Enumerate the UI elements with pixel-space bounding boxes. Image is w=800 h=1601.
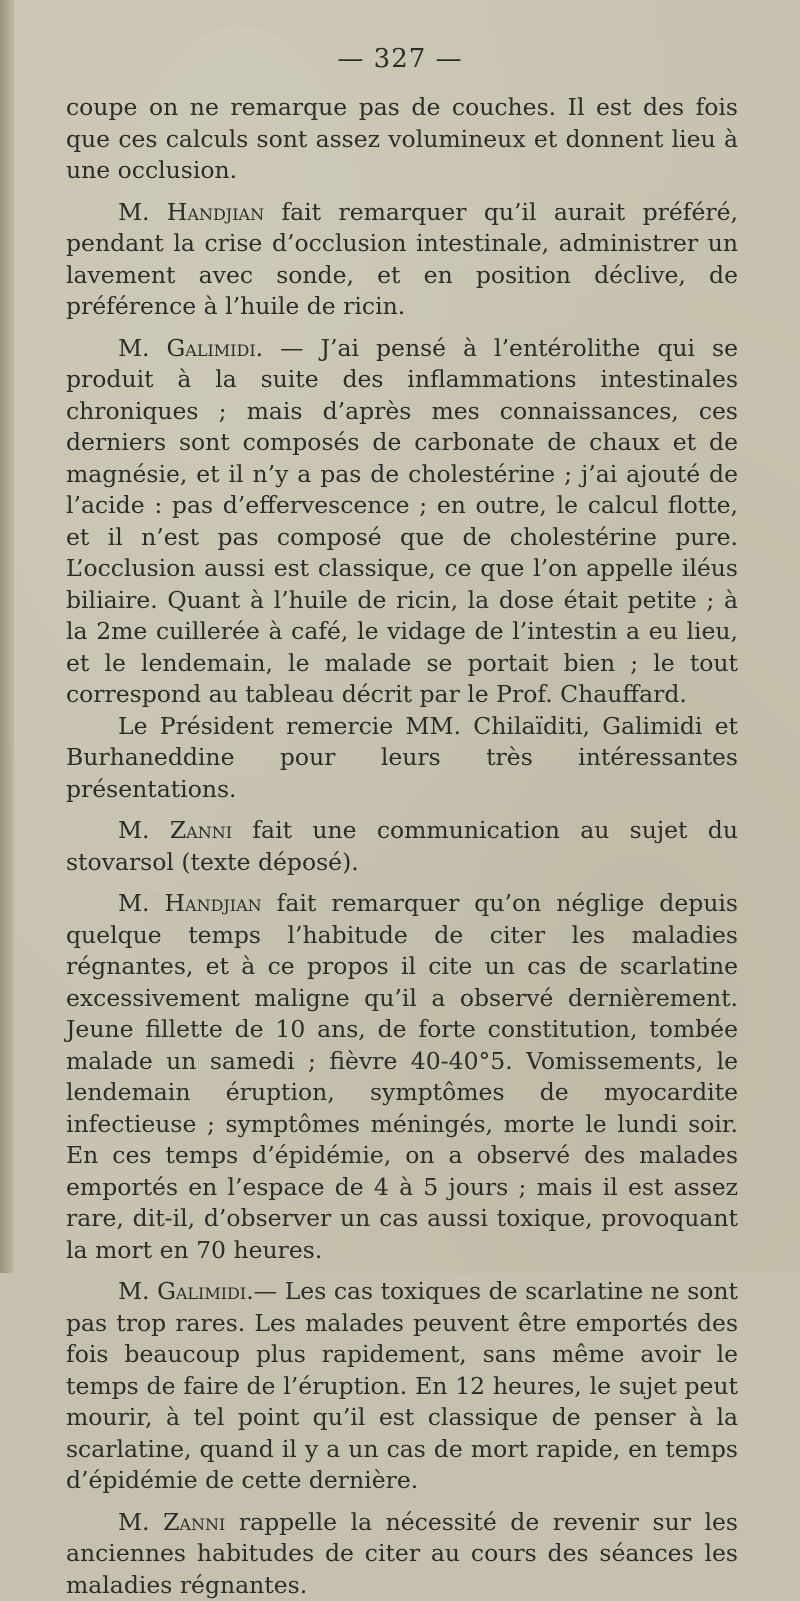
- body-text: [66, 92, 738, 1601]
- speaker-name: M. Galimidi.: [118, 334, 263, 362]
- speaker-name: M. Handjian: [118, 198, 264, 226]
- paragraph-continuation: [66, 92, 738, 187]
- paragraph-handjian-remark: [66, 197, 738, 323]
- paragraph-galimidi-reply: [66, 333, 738, 711]
- paragraph-text: rappelle la nécessité de revenir sur les anciennes habitudes de citer au cours des séances les maladies régnantes.: [66, 1508, 738, 1599]
- speaker-name: M. Zanni: [118, 1508, 225, 1536]
- paragraph-zanni-communication: [66, 815, 738, 878]
- paragraph-zanni-reminder: [66, 1507, 738, 1601]
- speaker-name: M. Handjian: [118, 889, 262, 917]
- speaker-name: M. Galimidi.: [118, 1277, 254, 1305]
- paragraph-text: — Les cas toxiques de scarlatine ne sont pas trop rares. Les malades peuvent être emportés des fois beaucoup plus rapidement, sans même avoir le temps de faire de l’éruption. En 12 heures, le sujet peut mourir, à tel point qu’il est classique de penser à la scarlatine, quand il y a un cas de mort rapide, en temps d’épidémie de cette dernière.: [66, 1277, 738, 1494]
- paragraph-text: Le Président remercie MM. Chilaïditi, Galimidi et Burhaneddine pour leurs très intéressantes présentations.: [66, 712, 738, 803]
- paragraph-text: coupe on ne remarque pas de couches. Il est des fois que ces calculs sont assez volumineux et donnent lieu à une occlusion.: [66, 93, 738, 184]
- paragraph-text: — J’ai pensé à l’entérolithe qui se produit à la suite des inflammations intestinales chroniques ; mais d’après mes connaissances, ces derniers sont composés de carbonate de chaux et de magnésie, et il n’y a pas de cholestérine ; j’ai ajouté de l’acide : pas d’effervescence ; en outre, le calcul flotte, et il n’est pas composé que de cholestérine pure. L’occlusion aussi est classique, ce que l’on appelle iléus biliaire. Quant à l’huile de ricin, la dose était petite ; à la 2me cuillerée à café, le vidage de l’intestin a eu lieu, et le lendemain, le malade se portait bien ; le tout correspond au tableau décrit par le Prof. Chauffard.: [66, 334, 738, 709]
- paragraph-galimidi-toxic-cases: [66, 1276, 738, 1497]
- paragraph-handjian-scarlatine: [66, 888, 738, 1266]
- page-left-edge: [0, 0, 14, 1273]
- paragraph-president: [66, 711, 738, 806]
- paragraph-text: fait remarquer qu’il aurait préféré, pendant la crise d’occlusion intestinale, administrer un lavement avec sonde, et en position déclive, de préférence à l’huile de ricin.: [66, 198, 738, 321]
- paragraph-text: fait une communication au sujet du stovarsol (texte déposé).: [66, 816, 738, 876]
- paragraph-text: fait remarquer qu’on néglige depuis quelque temps l’habitude de citer les maladies régnantes, et à ce propos il cite un cas de scarlatine excessivement maligne qu’il a observé dernièrement. Jeune fillette de 10 ans, de forte constitution, tombée malade un samedi ; fièvre 40-40°5. Vomissements, le lendemain éruption, symptômes de myocardite infectieuse ; symptômes méningés, morte le lundi soir. En ces temps d’épidémie, on a observé des malades emportés en l’espace de 4 à 5 jours ; mais il est assez rare, dit-il, d’observer un cas aussi toxique, provoquant la mort en 70 heures.: [66, 889, 738, 1264]
- page-number: — 327 —: [0, 44, 800, 74]
- speaker-name: M. Zanni: [118, 816, 232, 844]
